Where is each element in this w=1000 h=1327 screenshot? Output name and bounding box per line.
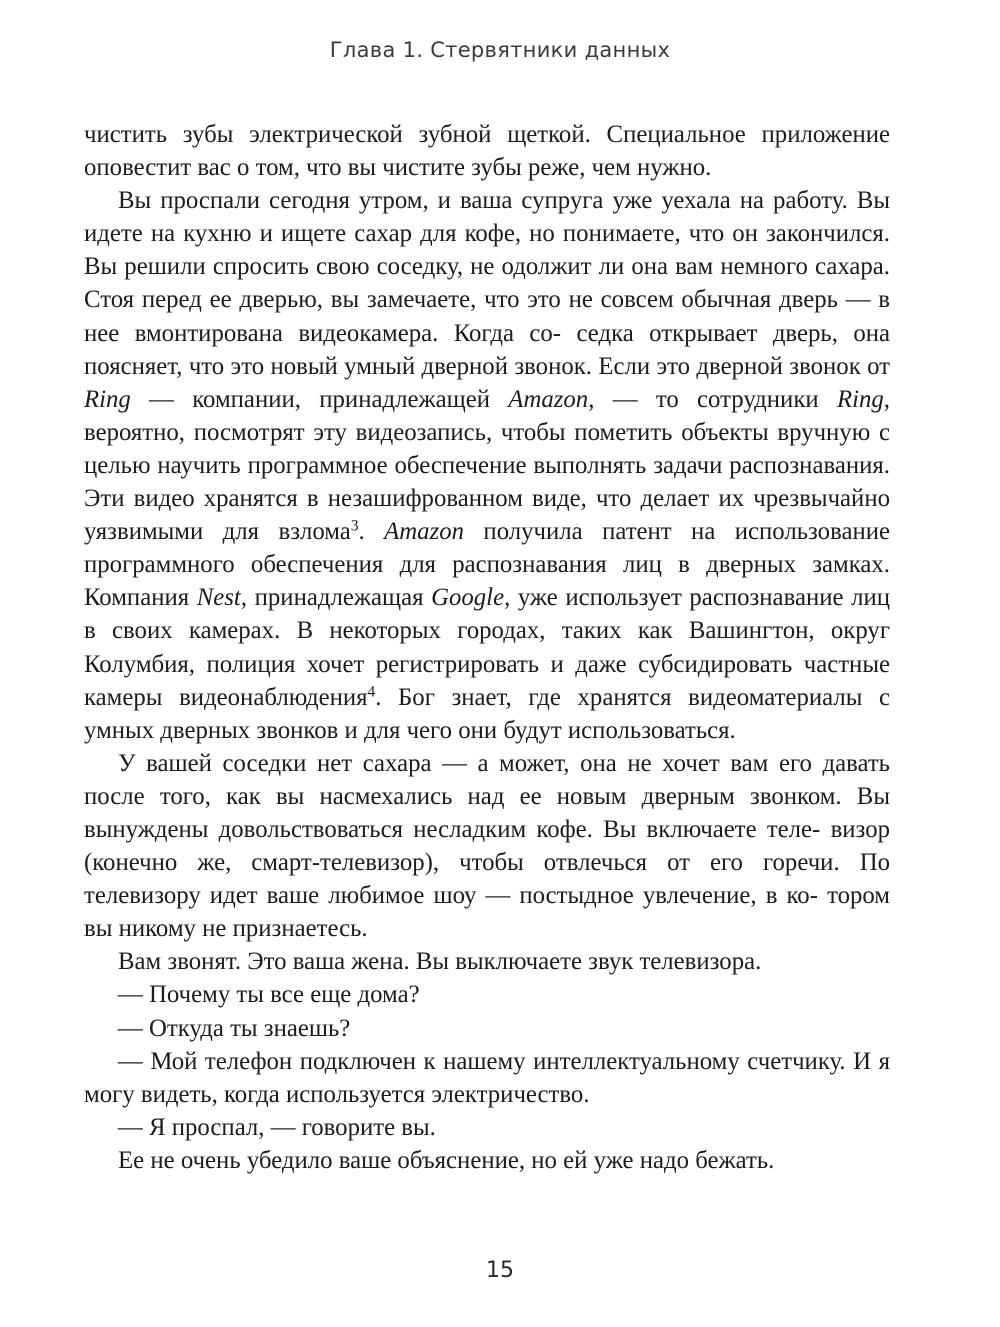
running-head: Глава 1. Стервятники данных xyxy=(329,38,671,62)
text-line: , xyxy=(240,584,248,612)
text-line: обеспечения для распознавания лиц в дверных замках. Компания xyxy=(84,551,891,612)
dialogue-line-3 xyxy=(84,1045,890,1111)
text-line: По телевизору идет ваше любимое шоу — постыдное увлечение, в ко- xyxy=(84,849,890,910)
text-line: У вашей соседки нет сахара — а может, она не хочет вам его давать xyxy=(118,749,890,777)
text-line: вам немного сахара. Стоя перед ее дверью, вы замечаете, что это не xyxy=(84,253,891,314)
text-line: получила патент на использование программного xyxy=(84,518,891,579)
paragraph-5 xyxy=(84,1144,890,1177)
text-line: , уже использует распознавание лиц в своих xyxy=(84,584,890,645)
text-line: — Мой телефон подключен к нашему интеллектуальному счетчику. xyxy=(118,1047,846,1075)
text-line: камерах. В некоторых городах, таких как Вашингтон, округ Колумбия, xyxy=(84,617,890,678)
text-line: , вероятно, посмотрят эту видеозапись, xyxy=(84,385,890,446)
footnote-ref[interactable]: 4 xyxy=(367,683,376,701)
text-line: Ее не очень убедило ваше объяснение, но ей уже надо бежать. xyxy=(118,1146,775,1174)
text-line: звонок. Если это дверной звонок от xyxy=(514,352,891,380)
company-name: Nest xyxy=(196,584,241,612)
paragraph-3 xyxy=(84,747,890,946)
dialogue-line-4 xyxy=(84,1111,890,1144)
text-line: вынуждены довольствоваться несладким кофе. Вы включаете теле- xyxy=(84,815,821,843)
text-line: визор (конечно же, смарт-телевизор), чтобы отвлечься от его горечи. xyxy=(84,815,891,877)
text-line: закончился. Вы решили спросить свою соседку, не одолжит ли она xyxy=(84,220,890,281)
dialogue-line-1 xyxy=(84,978,890,1011)
text-line: оповестит вас о том, что вы чистите зубы реже, чем нужно. xyxy=(84,154,712,182)
text-line: Вы идете на кухню и ищете сахар для кофе, но понимаете, что он xyxy=(84,187,890,248)
text-line: взлома xyxy=(278,518,351,546)
text-line: тором вы никому не признаетесь. xyxy=(84,882,890,943)
text-line: видеонаблюдения xyxy=(179,683,368,711)
text-line: полиция хочет регистрировать и даже субсидировать частные камеры xyxy=(84,650,890,711)
paragraph-2 xyxy=(84,184,890,747)
text-line: — Откуда ты знаешь? xyxy=(118,1014,351,1042)
text-line: чистить зубы электрической зубной щеткой. Специальное приложение xyxy=(84,121,890,148)
text-line: — Почему ты все еще дома? xyxy=(118,981,420,1009)
text-line: Вы проспали сегодня утром, и ваша супруга уже уехала на работу. xyxy=(118,187,848,215)
text-line: — Я проспал, — говорите вы. xyxy=(118,1113,436,1141)
text-line: И я могу видеть, когда используется электричество. xyxy=(84,1047,891,1108)
text-line: обеспечение выполнять задачи распознавания. Эти видео хранятся xyxy=(84,451,890,513)
text-line: . xyxy=(358,518,385,546)
text-line: . Бог знает, где хранятся видеоматериалы с умных xyxy=(84,683,890,744)
text-line: чтобы пометить объекты вручную с целью научить программное xyxy=(84,418,890,479)
footnote-ref[interactable]: 3 xyxy=(350,517,359,535)
text-line: , — то сотрудники xyxy=(588,385,837,413)
company-name: Amazon xyxy=(384,518,465,546)
body-text xyxy=(84,118,890,1177)
text-line: — компании, принадлежащей xyxy=(130,385,490,413)
text-line: дверных звонков и для чего они будут использоваться. xyxy=(160,716,736,744)
text-line: седка открывает дверь, она поясняет, что это новый умный дверной xyxy=(84,319,890,380)
text-line: в незашифрованном виде, что делает их чрезвычайно уязвимыми для xyxy=(84,485,890,546)
company-name: Ring xyxy=(836,385,884,413)
text-line: Вам звонят. Это ваша жена. Вы выключаете звук телевизора. xyxy=(118,948,762,976)
company-name: Amazon xyxy=(508,385,589,413)
company-name: Ring xyxy=(84,385,131,413)
company-name: Google xyxy=(431,584,505,612)
text-line: совсем обычная дверь — в нее вмонтирована видеокамера. Когда со- xyxy=(84,286,890,347)
text-line: после того, как вы насмехались над ее новым дверным звонком. Вы xyxy=(84,782,890,810)
dialogue-line-2 xyxy=(84,1012,890,1045)
paragraph-1 xyxy=(84,118,890,184)
text-line: принадлежащая xyxy=(254,584,432,612)
paragraph-4 xyxy=(84,945,890,978)
page-number: 15 xyxy=(486,1258,514,1283)
